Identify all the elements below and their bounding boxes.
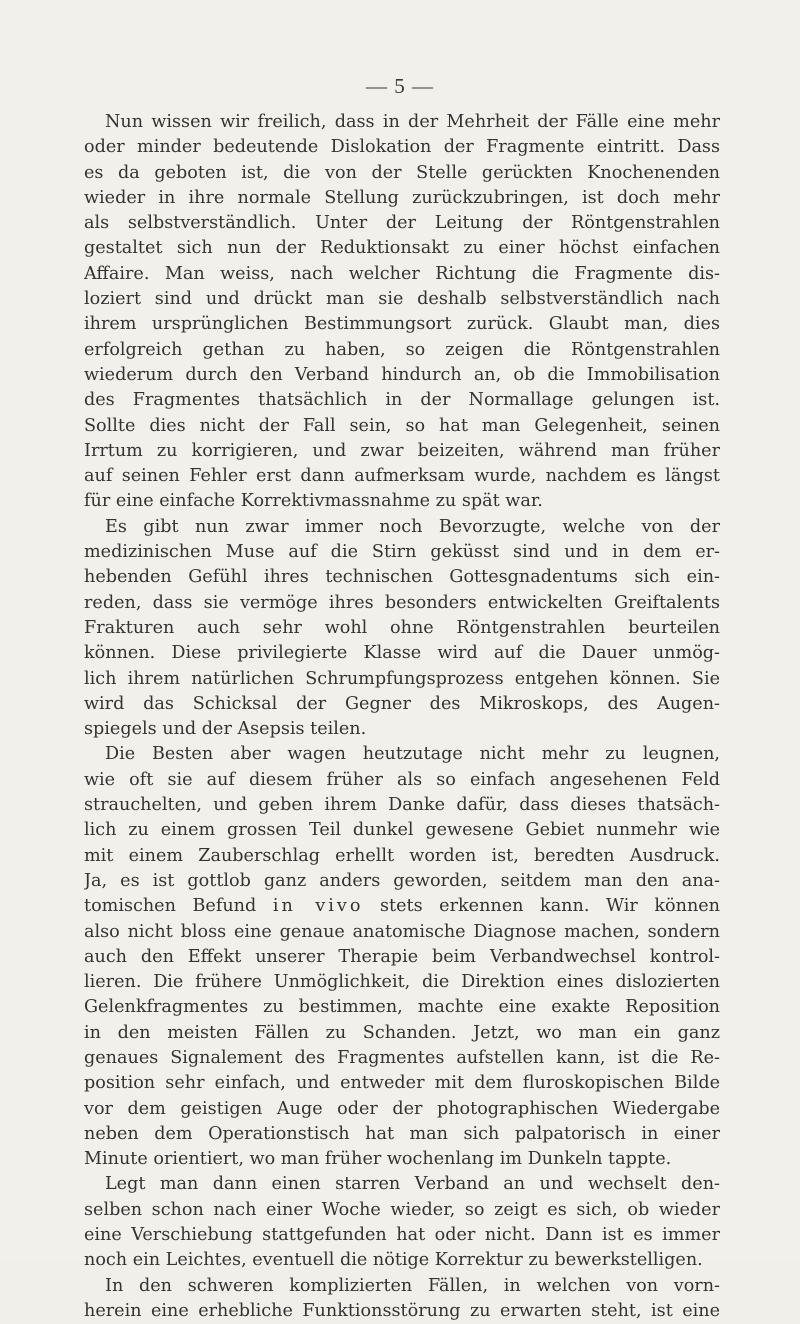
text-line: Sollte dies nicht der Fall sein, so hat man Gelegenheit, seinen xyxy=(84,415,720,436)
text-line: auch den Effekt unserer Therapie beim Verbandwechsel kontrol- xyxy=(84,946,720,967)
text-line: Irrtum zu korrigieren, und zwar beizeiten, während man früher xyxy=(84,440,720,461)
text-line: auf seinen Fehler erst dann aufmerksam wurde, nachdem es längst xyxy=(84,466,720,487)
text-line: können. Diese privilegierte Klasse wird auf die Dauer unmög- xyxy=(84,643,720,664)
text-line: Legt man dann einen starren Verband an und wechselt den- xyxy=(105,1174,720,1195)
text-line: vor dem geistigen Auge oder der photographischen Wiedergabe xyxy=(84,1098,720,1119)
text-line: in den meisten Fällen zu Schanden. Jetzt, wo man ein ganz xyxy=(84,1022,720,1043)
text-line: lich zu einem grossen Teil dunkel gewesene Gebiet nunmehr wie xyxy=(84,820,720,841)
text-line: position sehr einfach, und entweder mit dem fluroskopischen Bilde xyxy=(84,1073,720,1094)
emphasized-term: in vivo xyxy=(272,896,364,917)
text-line: wiederum durch den Verband hindurch an, ob die Immobilisation xyxy=(84,364,720,385)
text-line: medizinischen Muse auf die Stirn geküsst sind und in dem er- xyxy=(84,542,720,563)
text-line: spiegels und der Asepsis teilen. xyxy=(84,719,367,740)
text-line: erfolgreich gethan zu haben, so zeigen die Röntgenstrahlen xyxy=(84,339,720,360)
text-line: also nicht bloss eine genaue anatomische Diagnose machen, sondern xyxy=(84,921,720,942)
text-segment: tomischen Befund xyxy=(84,896,257,917)
text-line: als selbstverständlich. Unter der Leitung der Röntgenstrahlen xyxy=(84,213,720,234)
text-line: strauchelten, und geben ihrem Danke dafür, dass dieses thatsäch- xyxy=(84,795,720,816)
text-line: für eine einfache Korrektivmassnahme zu spät war. xyxy=(84,491,543,512)
text-line: reden, dass sie vermöge ihres besonders entwickelten Greiftalents xyxy=(84,592,720,613)
text-line: In den schweren komplizierten Fällen, in welchen von vorn- xyxy=(105,1275,720,1296)
page-number: — 5 — xyxy=(366,74,434,98)
text-line: Ja, es ist gottlob ganz anders geworden, seitdem man den ana- xyxy=(84,870,720,891)
text-line: Gelenkfragmentes zu bestimmen, machte eine exakte Reposition xyxy=(84,997,720,1018)
text-line: Affaire. Man weiss, nach welcher Richtung die Fragmente dis- xyxy=(84,263,720,284)
text-line: lieren. Die frühere Unmöglichkeit, die Direktion eines dislozierten xyxy=(84,972,720,993)
text-line: loziert sind und drückt man sie deshalb selbstverständlich nach xyxy=(84,289,720,310)
text-line: eine Verschiebung stattgefunden hat oder nicht. Dann ist es immer xyxy=(84,1225,720,1246)
text-line: wird das Schicksal der Gegner des Mikroskops, des Augen- xyxy=(84,693,720,714)
text-line: Die Besten aber wagen heutzutage nicht mehr zu leugnen, xyxy=(105,744,720,765)
text-line: herein eine erhebliche Funktionsstörung zu erwarten steht, ist eine xyxy=(84,1300,720,1321)
text-line: des Fragmentes thatsächlich in der Normallage gelungen ist. xyxy=(84,390,720,411)
text-line: noch ein Leichtes, eventuell die nötige Korrektur zu bewerkstelligen. xyxy=(84,1250,703,1271)
text-line: Frakturen auch sehr wohl ohne Röntgenstrahlen beurteilen xyxy=(84,617,720,638)
text-line: hebenden Gefühl ihres technischen Gottesgnadentums sich ein- xyxy=(84,567,720,588)
text-segment: stets erkennen kann. Wir können xyxy=(380,896,720,917)
text-line: genaues Signalement des Fragmentes aufstellen kann, ist die Re- xyxy=(84,1047,720,1068)
text-line: neben dem Operationstisch hat man sich palpatorisch in einer xyxy=(84,1123,720,1144)
text-line: lich ihrem natürlichen Schrumpfungsprozess entgehen können. Sie xyxy=(84,668,720,689)
text-line: selben schon nach einer Woche wieder, so zeigt es sich, ob wieder xyxy=(84,1199,720,1220)
text-line: wie oft sie auf diesem früher als so einfach angesehenen Feld xyxy=(84,769,720,790)
text-line: mit einem Zauberschlag erhellt worden ist, beredten Ausdruck. xyxy=(84,845,720,866)
text-line: gestaltet sich nun der Reduktionsakt zu einer höchst einfachen xyxy=(84,238,720,259)
text-line: Nun wissen wir freilich, dass in der Mehrheit der Fälle eine mehr xyxy=(105,112,720,132)
text-line: ihrem ursprünglichen Bestimmungsort zurück. Glaubt man, dies xyxy=(84,314,720,335)
text-line: wieder in ihre normale Stellung zurückzubringen, ist doch mehr xyxy=(84,187,720,208)
text-line: oder minder bedeutende Dislokation der Fragmente eintritt. Dass xyxy=(84,137,720,158)
text-line-mixed xyxy=(84,894,720,919)
text-line: Minute orientiert, wo man früher wochenlang im Dunkeln tappte. xyxy=(84,1149,672,1170)
body-text xyxy=(84,110,720,1324)
text-line: es da geboten ist, die von der Stelle gerückten Knochenenden xyxy=(84,162,720,183)
text-line: Es gibt nun zwar immer noch Bevorzugte, welche von der xyxy=(105,516,720,537)
